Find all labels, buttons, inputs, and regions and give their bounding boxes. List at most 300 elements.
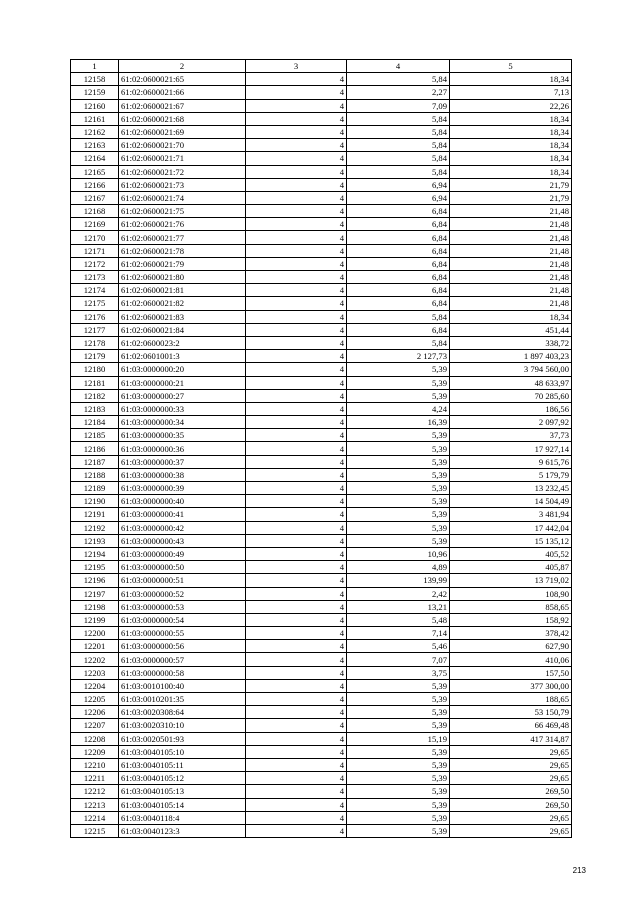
- table-row: [71, 455, 572, 468]
- table-cell-col-4: 3,75: [347, 666, 450, 679]
- table-row: [71, 139, 572, 152]
- table-cell-col-2: 61:03:0010201:35: [119, 693, 246, 706]
- table-cell-col-3: 4: [246, 706, 347, 719]
- table-row: [71, 679, 572, 692]
- table-cell-col-2: 61:03:0000000:56: [119, 640, 246, 653]
- table-cell-col-2: 61:02:0600021:80: [119, 271, 246, 284]
- table-cell-col-5: 405,87: [450, 561, 572, 574]
- table-cell-col-3: 4: [246, 758, 347, 771]
- table-cell-col-4: 15,19: [347, 732, 450, 745]
- table-cell-col-3: 4: [246, 811, 347, 824]
- table-cell-col-4: 13,21: [347, 600, 450, 613]
- table-cell-col-5: 7,13: [450, 86, 572, 99]
- table-cell-col-3: 4: [246, 772, 347, 785]
- table-cell-col-1: 12166: [71, 178, 119, 191]
- table-cell-col-1: 12181: [71, 376, 119, 389]
- table-cell-col-3: 4: [246, 152, 347, 165]
- table-cell-col-4: 6,84: [347, 244, 450, 257]
- table-row: [71, 297, 572, 310]
- table-cell-col-5: 21,48: [450, 257, 572, 270]
- table-cell-col-2: 61:02:0600021:69: [119, 125, 246, 138]
- table-row: [71, 719, 572, 732]
- table-cell-col-5: 17 927,14: [450, 442, 572, 455]
- table-cell-col-4: 5,39: [347, 785, 450, 798]
- table-row: [71, 284, 572, 297]
- column-header-2: 2: [119, 60, 246, 73]
- table-cell-col-1: 12186: [71, 442, 119, 455]
- table-cell-col-5: 15 135,12: [450, 534, 572, 547]
- table-cell-col-2: 61:03:0000000:39: [119, 482, 246, 495]
- table-cell-col-3: 4: [246, 627, 347, 640]
- table-cell-col-4: 5,39: [347, 376, 450, 389]
- table-cell-col-2: 61:03:0000000:27: [119, 389, 246, 402]
- table-cell-col-1: 12174: [71, 284, 119, 297]
- table-cell-col-3: 4: [246, 468, 347, 481]
- table-cell-col-5: 18,34: [450, 310, 572, 323]
- table-cell-col-1: 12164: [71, 152, 119, 165]
- table-cell-col-4: 5,39: [347, 758, 450, 771]
- table-cell-col-5: 188,65: [450, 693, 572, 706]
- table-cell-col-2: 61:03:0000000:55: [119, 627, 246, 640]
- table-cell-col-2: 61:03:0000000:37: [119, 455, 246, 468]
- table-cell-col-3: 4: [246, 482, 347, 495]
- table-cell-col-5: 18,34: [450, 152, 572, 165]
- table-row: [71, 231, 572, 244]
- table-cell-col-2: 61:03:0040105:11: [119, 758, 246, 771]
- table-cell-col-5: 17 442,04: [450, 521, 572, 534]
- table-cell-col-2: 61:03:0000000:41: [119, 508, 246, 521]
- table-cell-col-2: 61:02:0600021:81: [119, 284, 246, 297]
- table-cell-col-1: 12160: [71, 99, 119, 112]
- column-header-1: 1: [71, 60, 119, 73]
- table-cell-col-1: 12204: [71, 679, 119, 692]
- table-cell-col-2: 61:03:0000000:52: [119, 587, 246, 600]
- table-cell-col-1: 12180: [71, 363, 119, 376]
- table-cell-col-2: 61:02:0600021:68: [119, 112, 246, 125]
- table-cell-col-3: 4: [246, 495, 347, 508]
- table-cell-col-3: 4: [246, 73, 347, 86]
- column-header-3: 3: [246, 60, 347, 73]
- table-cell-col-1: 12175: [71, 297, 119, 310]
- table-cell-col-2: 61:03:0000000:35: [119, 429, 246, 442]
- table-cell-col-3: 4: [246, 284, 347, 297]
- table-cell-col-1: 12183: [71, 402, 119, 415]
- table-cell-col-1: 12210: [71, 758, 119, 771]
- page-number: 213: [572, 866, 586, 875]
- table-cell-col-2: 61:03:0020501:93: [119, 732, 246, 745]
- table-row: [71, 152, 572, 165]
- table-row: [71, 429, 572, 442]
- table-cell-col-2: 61:03:0000000:43: [119, 534, 246, 547]
- table-cell-col-3: 4: [246, 271, 347, 284]
- table-cell-col-5: 158,92: [450, 613, 572, 626]
- table-cell-col-3: 4: [246, 732, 347, 745]
- table-cell-col-1: 12171: [71, 244, 119, 257]
- table-row: [71, 310, 572, 323]
- table-cell-col-5: 53 150,79: [450, 706, 572, 719]
- table-cell-col-3: 4: [246, 824, 347, 837]
- table-row: [71, 389, 572, 402]
- table-cell-col-3: 4: [246, 139, 347, 152]
- table-row: [71, 824, 572, 837]
- table-cell-col-5: 410,06: [450, 653, 572, 666]
- table-cell-col-4: 5,84: [347, 152, 450, 165]
- table-cell-col-2: 61:02:0600021:84: [119, 323, 246, 336]
- table-cell-col-1: 12191: [71, 508, 119, 521]
- table-cell-col-1: 12197: [71, 587, 119, 600]
- table-cell-col-2: 61:03:0040105:12: [119, 772, 246, 785]
- table-row: [71, 416, 572, 429]
- table-cell-col-3: 4: [246, 257, 347, 270]
- table-row: [71, 600, 572, 613]
- table-cell-col-4: 2 127,73: [347, 350, 450, 363]
- data-table: [70, 59, 572, 838]
- table-cell-col-1: 12214: [71, 811, 119, 824]
- table-cell-col-4: 5,39: [347, 442, 450, 455]
- table-cell-col-5: 858,65: [450, 600, 572, 613]
- table-row: [71, 811, 572, 824]
- table-cell-col-2: 61:03:0040118:4: [119, 811, 246, 824]
- table-cell-col-2: 61:03:0000000:40: [119, 495, 246, 508]
- table-row: [71, 547, 572, 560]
- table-cell-col-3: 4: [246, 561, 347, 574]
- table-cell-col-1: 12211: [71, 772, 119, 785]
- table-cell-col-4: 6,84: [347, 231, 450, 244]
- table-cell-col-3: 4: [246, 244, 347, 257]
- table-cell-col-1: 12195: [71, 561, 119, 574]
- table-cell-col-1: 12178: [71, 336, 119, 349]
- table-cell-col-4: 5,84: [347, 139, 450, 152]
- table-row: [71, 693, 572, 706]
- table-cell-col-2: 61:03:0000000:57: [119, 653, 246, 666]
- table-cell-col-5: 9 615,76: [450, 455, 572, 468]
- table-cell-col-4: 5,39: [347, 389, 450, 402]
- table-cell-col-4: 5,39: [347, 429, 450, 442]
- table-cell-col-2: 61:03:0000000:42: [119, 521, 246, 534]
- table-cell-col-1: 12167: [71, 191, 119, 204]
- table-cell-col-5: 13 719,02: [450, 574, 572, 587]
- table-cell-col-1: 12188: [71, 468, 119, 481]
- table-cell-col-3: 4: [246, 455, 347, 468]
- table-cell-col-3: 4: [246, 191, 347, 204]
- table-cell-col-3: 4: [246, 693, 347, 706]
- table-cell-col-5: 13 232,45: [450, 482, 572, 495]
- table-cell-col-5: 22,26: [450, 99, 572, 112]
- table-cell-col-4: 139,99: [347, 574, 450, 587]
- table-cell-col-5: 18,34: [450, 165, 572, 178]
- table-cell-col-5: 417 314,87: [450, 732, 572, 745]
- table-cell-col-2: 61:03:0040105:10: [119, 745, 246, 758]
- table-cell-col-3: 4: [246, 323, 347, 336]
- table-cell-col-1: 12169: [71, 218, 119, 231]
- table-cell-col-1: 12189: [71, 482, 119, 495]
- table-row: [71, 350, 572, 363]
- table-cell-col-5: 451,44: [450, 323, 572, 336]
- table-cell-col-2: 61:03:0000000:53: [119, 600, 246, 613]
- table-cell-col-3: 4: [246, 666, 347, 679]
- table-cell-col-3: 4: [246, 112, 347, 125]
- table-cell-col-2: 61:02:0600021:72: [119, 165, 246, 178]
- table-cell-col-1: 12194: [71, 547, 119, 560]
- table-cell-col-5: 627,90: [450, 640, 572, 653]
- table-cell-col-4: 4,24: [347, 402, 450, 415]
- table-cell-col-4: 5,84: [347, 165, 450, 178]
- table-cell-col-1: 12170: [71, 231, 119, 244]
- table-cell-col-5: 29,65: [450, 745, 572, 758]
- table-cell-col-4: 5,39: [347, 798, 450, 811]
- table-cell-col-1: 12184: [71, 416, 119, 429]
- table-cell-col-1: 12199: [71, 613, 119, 626]
- table-cell-col-2: 61:03:0010100:40: [119, 679, 246, 692]
- table-cell-col-2: 61:02:0600021:83: [119, 310, 246, 323]
- table-row: [71, 112, 572, 125]
- table-cell-col-2: 61:03:0040105:13: [119, 785, 246, 798]
- table-cell-col-4: 5,84: [347, 310, 450, 323]
- table-cell-col-3: 4: [246, 798, 347, 811]
- table-cell-col-5: 18,34: [450, 73, 572, 86]
- table-row: [71, 376, 572, 389]
- table-cell-col-4: 5,39: [347, 521, 450, 534]
- table-body: [71, 73, 572, 838]
- table-cell-col-4: 4,89: [347, 561, 450, 574]
- table-cell-col-2: 61:02:0600021:71: [119, 152, 246, 165]
- table-cell-col-1: 12182: [71, 389, 119, 402]
- table-cell-col-4: 6,84: [347, 218, 450, 231]
- table-cell-col-4: 5,39: [347, 455, 450, 468]
- table-cell-col-3: 4: [246, 376, 347, 389]
- table-cell-col-4: 5,39: [347, 468, 450, 481]
- table-row: [71, 785, 572, 798]
- table-cell-col-5: 18,34: [450, 125, 572, 138]
- table-row: [71, 442, 572, 455]
- table-row: [71, 574, 572, 587]
- table-row: [71, 99, 572, 112]
- table-cell-col-4: 6,84: [347, 271, 450, 284]
- table-cell-col-4: 5,39: [347, 745, 450, 758]
- table-row: [71, 125, 572, 138]
- table-cell-col-3: 4: [246, 679, 347, 692]
- table-cell-col-5: 108,90: [450, 587, 572, 600]
- table-row: [71, 73, 572, 86]
- table-row: [71, 706, 572, 719]
- table-row: [71, 402, 572, 415]
- table-cell-col-2: 61:03:0000000:36: [119, 442, 246, 455]
- table-cell-col-3: 4: [246, 547, 347, 560]
- table-cell-col-1: 12165: [71, 165, 119, 178]
- table-cell-col-2: 61:03:0020308:64: [119, 706, 246, 719]
- table-cell-col-1: 12196: [71, 574, 119, 587]
- table-cell-col-4: 5,84: [347, 336, 450, 349]
- table-row: [71, 613, 572, 626]
- table-row: [71, 244, 572, 257]
- table-row: [71, 271, 572, 284]
- table-cell-col-3: 4: [246, 99, 347, 112]
- table-cell-col-4: 5,39: [347, 363, 450, 376]
- table-cell-col-1: 12179: [71, 350, 119, 363]
- table-cell-col-2: 61:03:0000000:20: [119, 363, 246, 376]
- table-cell-col-1: 12173: [71, 271, 119, 284]
- table-cell-col-2: 61:03:0000000:51: [119, 574, 246, 587]
- table-cell-col-1: 12213: [71, 798, 119, 811]
- table-cell-col-4: 5,39: [347, 811, 450, 824]
- table-cell-col-3: 4: [246, 429, 347, 442]
- table-cell-col-4: 6,94: [347, 191, 450, 204]
- table-cell-col-1: 12205: [71, 693, 119, 706]
- table-cell-col-3: 4: [246, 389, 347, 402]
- table-cell-col-2: 61:03:0000000:58: [119, 666, 246, 679]
- table-cell-col-3: 4: [246, 600, 347, 613]
- table-cell-col-3: 4: [246, 442, 347, 455]
- table-cell-col-3: 4: [246, 534, 347, 547]
- table-cell-col-1: 12215: [71, 824, 119, 837]
- table-cell-col-2: 61:03:0000000:33: [119, 402, 246, 415]
- table-cell-col-5: 3 794 560,00: [450, 363, 572, 376]
- table-cell-col-2: 61:02:0600021:79: [119, 257, 246, 270]
- table-cell-col-5: 48 633,97: [450, 376, 572, 389]
- table-cell-col-4: 7,09: [347, 99, 450, 112]
- table-cell-col-5: 377 300,00: [450, 679, 572, 692]
- table-cell-col-5: 18,34: [450, 112, 572, 125]
- table-cell-col-2: 61:02:0600021:76: [119, 218, 246, 231]
- table-cell-col-3: 4: [246, 508, 347, 521]
- table-cell-col-5: 21,48: [450, 271, 572, 284]
- table-row: [71, 561, 572, 574]
- table-cell-col-1: 12176: [71, 310, 119, 323]
- table-cell-col-1: 12159: [71, 86, 119, 99]
- table-row: [71, 798, 572, 811]
- table-cell-col-1: 12190: [71, 495, 119, 508]
- table-cell-col-5: 1 897 403,23: [450, 350, 572, 363]
- table-cell-col-2: 61:02:0600021:73: [119, 178, 246, 191]
- column-header-5: 5: [450, 60, 572, 73]
- table-row: [71, 653, 572, 666]
- table-cell-col-5: 21,48: [450, 284, 572, 297]
- table-row: [71, 534, 572, 547]
- table-cell-col-3: 4: [246, 336, 347, 349]
- table-cell-col-5: 29,65: [450, 811, 572, 824]
- table-cell-col-1: 12207: [71, 719, 119, 732]
- table-cell-col-4: 10,96: [347, 547, 450, 560]
- table-row: [71, 758, 572, 771]
- table-cell-col-1: 12203: [71, 666, 119, 679]
- table-cell-col-2: 61:02:0600021:65: [119, 73, 246, 86]
- table-cell-col-3: 4: [246, 416, 347, 429]
- table-cell-col-4: 6,94: [347, 178, 450, 191]
- table-cell-col-3: 4: [246, 745, 347, 758]
- table-cell-col-4: 5,84: [347, 125, 450, 138]
- table-row: [71, 521, 572, 534]
- table-cell-col-4: 7,07: [347, 653, 450, 666]
- table-cell-col-2: 61:02:0600021:78: [119, 244, 246, 257]
- table-cell-col-2: 61:02:0600021:74: [119, 191, 246, 204]
- table-cell-col-3: 4: [246, 574, 347, 587]
- table-cell-col-5: 29,65: [450, 758, 572, 771]
- table-cell-col-4: 6,84: [347, 205, 450, 218]
- table-cell-col-1: 12185: [71, 429, 119, 442]
- table-cell-col-5: 21,79: [450, 191, 572, 204]
- table-cell-col-2: 61:03:0040105:14: [119, 798, 246, 811]
- table-cell-col-5: 21,48: [450, 231, 572, 244]
- table-cell-col-5: 269,50: [450, 798, 572, 811]
- table-cell-col-5: 405,52: [450, 547, 572, 560]
- table-row: [71, 323, 572, 336]
- table-cell-col-5: 70 285,60: [450, 389, 572, 402]
- table-row: [71, 482, 572, 495]
- table-cell-col-2: 61:03:0000000:34: [119, 416, 246, 429]
- table-row: [71, 587, 572, 600]
- table-cell-col-2: 61:03:0020310:10: [119, 719, 246, 732]
- table-cell-col-2: 61:02:0601001:3: [119, 350, 246, 363]
- table-cell-col-3: 4: [246, 363, 347, 376]
- table-row: [71, 205, 572, 218]
- table-row: [71, 495, 572, 508]
- table-cell-col-2: 61:03:0040123:3: [119, 824, 246, 837]
- table-cell-col-1: 12212: [71, 785, 119, 798]
- table-cell-col-3: 4: [246, 310, 347, 323]
- table-cell-col-5: 21,48: [450, 218, 572, 231]
- table-cell-col-3: 4: [246, 613, 347, 626]
- table-cell-col-5: 21,48: [450, 205, 572, 218]
- table-cell-col-1: 12193: [71, 534, 119, 547]
- table-row: [71, 363, 572, 376]
- table-cell-col-1: 12198: [71, 600, 119, 613]
- table-row: [71, 336, 572, 349]
- table-cell-col-5: 5 179,79: [450, 468, 572, 481]
- table-cell-col-3: 4: [246, 785, 347, 798]
- table-row: [71, 627, 572, 640]
- table-cell-col-4: 5,84: [347, 73, 450, 86]
- table-cell-col-3: 4: [246, 218, 347, 231]
- table-cell-col-1: 12201: [71, 640, 119, 653]
- table-cell-col-4: 5,39: [347, 693, 450, 706]
- table-cell-col-2: 61:02:0600021:75: [119, 205, 246, 218]
- table-cell-col-5: 338,72: [450, 336, 572, 349]
- table-cell-col-1: 12208: [71, 732, 119, 745]
- table-cell-col-2: 61:02:0600021:77: [119, 231, 246, 244]
- table-cell-col-5: 157,50: [450, 666, 572, 679]
- table-cell-col-5: 21,48: [450, 297, 572, 310]
- table-cell-col-3: 4: [246, 205, 347, 218]
- table-cell-col-4: 6,84: [347, 257, 450, 270]
- table-cell-col-3: 4: [246, 402, 347, 415]
- table-cell-col-2: 61:02:0600021:82: [119, 297, 246, 310]
- table-cell-col-2: 61:02:0600021:70: [119, 139, 246, 152]
- table-cell-col-3: 4: [246, 297, 347, 310]
- table-cell-col-5: 269,50: [450, 785, 572, 798]
- table-cell-col-4: 5,39: [347, 679, 450, 692]
- table-row: [71, 178, 572, 191]
- table-cell-col-1: 12158: [71, 73, 119, 86]
- table-cell-col-1: 12168: [71, 205, 119, 218]
- table-cell-col-4: 5,39: [347, 706, 450, 719]
- table-row: [71, 640, 572, 653]
- table-cell-col-5: 37,73: [450, 429, 572, 442]
- table-cell-col-4: 5,39: [347, 719, 450, 732]
- table-cell-col-4: 5,39: [347, 508, 450, 521]
- table-row: [71, 86, 572, 99]
- table-cell-col-3: 4: [246, 719, 347, 732]
- table-cell-col-4: 5,39: [347, 534, 450, 547]
- table-cell-col-3: 4: [246, 350, 347, 363]
- table-cell-col-2: 61:03:0000000:38: [119, 468, 246, 481]
- table-cell-col-5: 21,79: [450, 178, 572, 191]
- table-cell-col-2: 61:03:0000000:50: [119, 561, 246, 574]
- table-cell-col-3: 4: [246, 521, 347, 534]
- table-cell-col-4: 5,39: [347, 772, 450, 785]
- table-cell-col-5: 378,42: [450, 627, 572, 640]
- table-row: [71, 257, 572, 270]
- table-cell-col-4: 5,84: [347, 112, 450, 125]
